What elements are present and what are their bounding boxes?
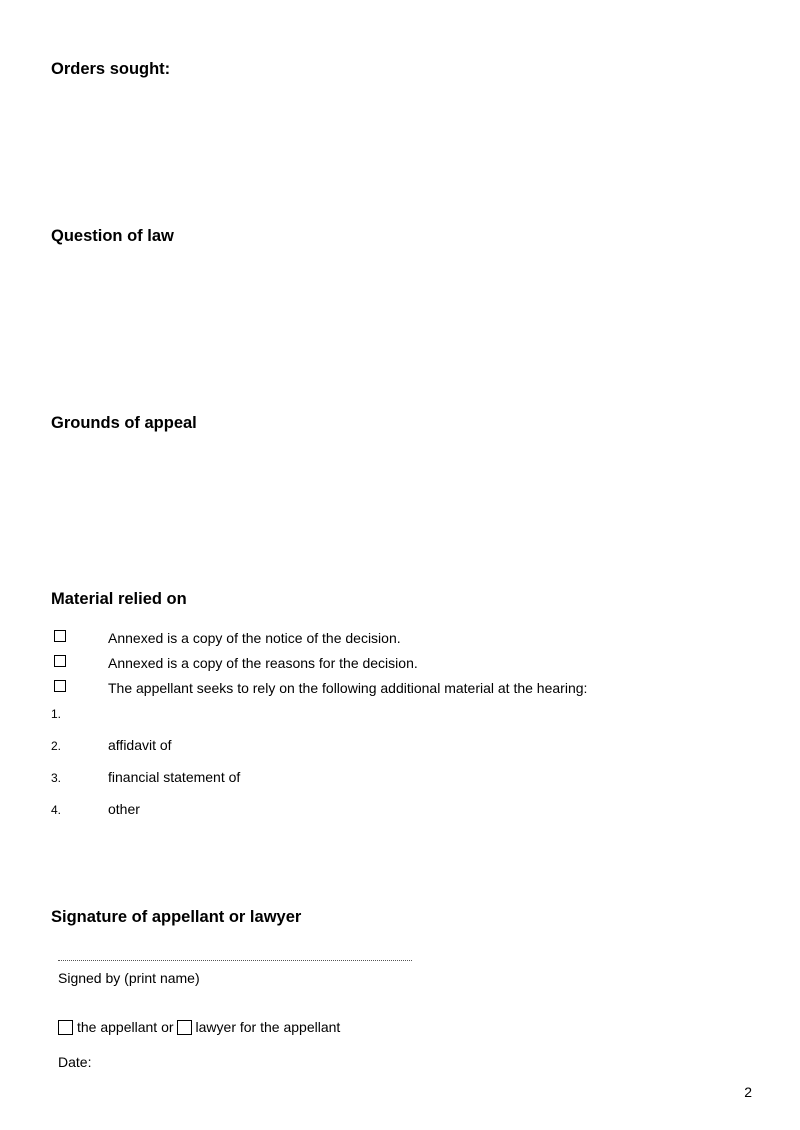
list-item-number: 3. [51, 771, 62, 785]
heading-question-of-law: Question of law [51, 227, 174, 245]
list-item-number: 2. [51, 739, 62, 753]
signature-line[interactable] [58, 960, 412, 961]
material-item-label: The appellant seeks to rely on the following additional material at the hearing: [108, 680, 588, 696]
list-item-label: other [108, 801, 140, 817]
checkbox-additional-material[interactable] [54, 680, 66, 692]
checkbox-lawyer-for-appellant[interactable] [177, 1020, 192, 1035]
signatory-role-options [58, 1019, 340, 1035]
heading-material-relied-on: Material relied on [51, 590, 187, 608]
heading-signature: Signature of appellant or lawyer [51, 908, 302, 926]
option-appellant-label: the appellant or [77, 1019, 174, 1035]
list-item-label: affidavit of [108, 737, 172, 753]
page-number: 2 [744, 1084, 752, 1100]
heading-grounds-of-appeal: Grounds of appeal [51, 414, 197, 432]
signed-by-label: Signed by (print name) [58, 970, 200, 986]
list-item-number: 1. [51, 707, 62, 721]
checkbox-reasons-for-decision[interactable] [54, 655, 66, 667]
material-item-label: Annexed is a copy of the notice of the decision. [108, 630, 401, 646]
option-lawyer-label: lawyer for the appellant [195, 1019, 341, 1035]
checkbox-notice-of-decision[interactable] [54, 630, 66, 642]
checkbox-the-appellant[interactable] [58, 1020, 73, 1035]
list-item-label: financial statement of [108, 769, 241, 785]
date-label: Date: [58, 1054, 92, 1070]
material-item-label: Annexed is a copy of the reasons for the decision. [108, 655, 418, 671]
list-item-number: 4. [51, 803, 62, 817]
heading-orders-sought: Orders sought: [51, 60, 171, 78]
